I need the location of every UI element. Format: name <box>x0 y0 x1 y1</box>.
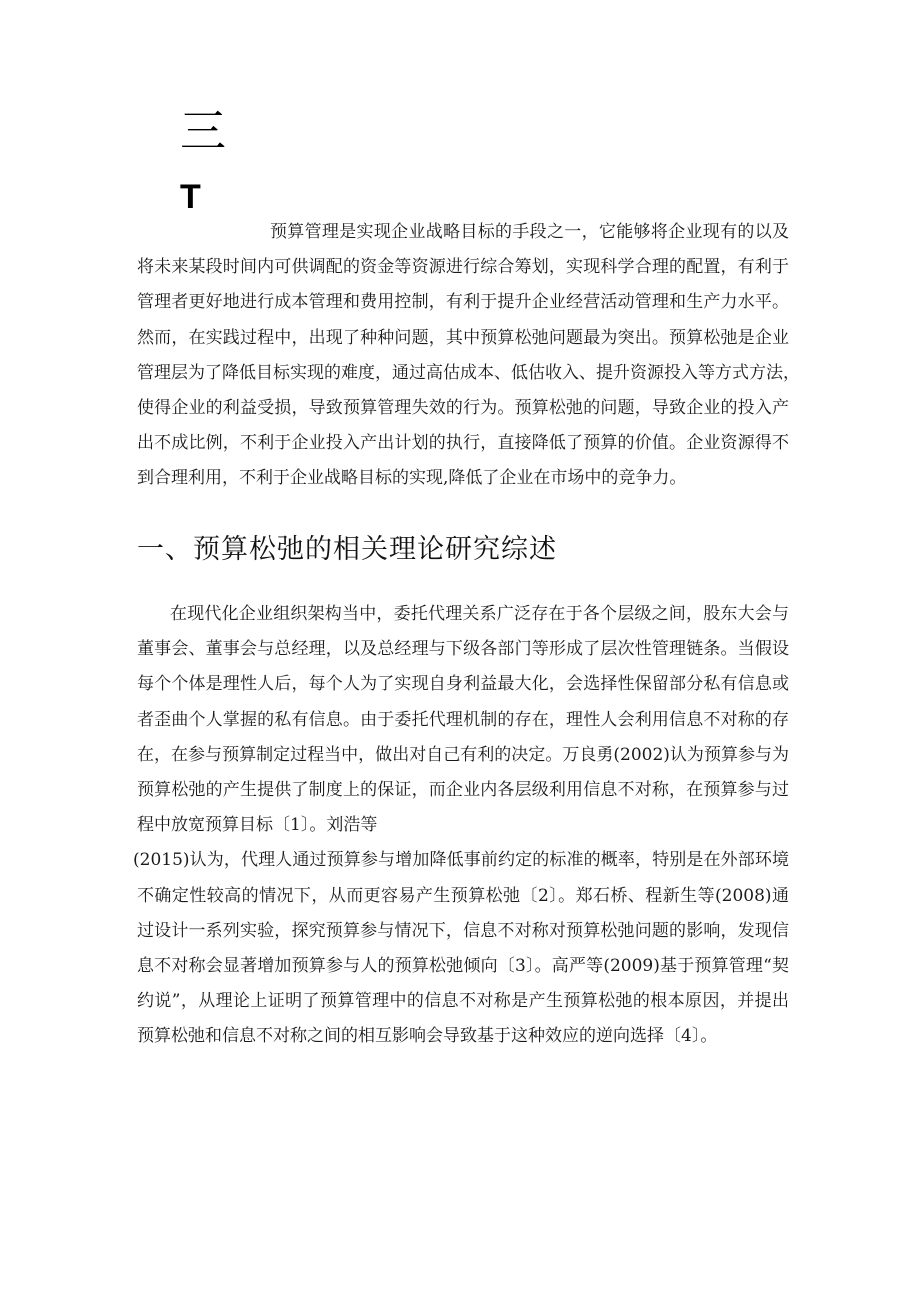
paragraph-line: 到合理利用，不利于企业战略目标的实现,降低了企业在市场中的竞争力。 <box>137 468 687 489</box>
paragraph-line: 不确定性较高的情况下，从而更容易产生预算松弛〔2〕。郑石桥、程新生等(2008)通 <box>137 885 789 906</box>
paragraph-line: 将未来某段时间内可供调配的资金等资源进行综合筹划，实现科学合理的配置，有利于 <box>137 257 789 278</box>
paragraph-line: 在现代化企业组织架构当中，委托代理关系广泛存在于各个层级之间，股东大会与 <box>170 604 789 624</box>
paragraph-line: 者歪曲个人掌握的私有信息。由于委托代理机制的存在，理性人会利用信息不对称的存 <box>137 709 789 730</box>
paragraph-line: 每个个体是理性人后，每个人为了实现自身利益最大化，会选择性保留部分私有信息或 <box>137 674 789 695</box>
paragraph-line: 使得企业的利益受损，导致预算管理失效的行为。预算松弛的问题，导致企业的投入产 <box>137 397 789 418</box>
paragraph-line: 程中放宽预算目标〔1〕。刘浩等 <box>137 815 378 836</box>
paragraph-line: 预算管理是实现企业战略目标的手段之一，它能够将企业现有的以及 <box>270 222 789 242</box>
paragraph-line: 出不成比例，不利于企业投入产出计划的执行，直接降低了预算的价值。企业资源得不 <box>137 433 789 454</box>
header-glyph-t: T <box>180 178 201 216</box>
paragraph-line: (2015)认为，代理人通过预算参与增加降低事前约定的标准的概率，特别是在外部环境 <box>133 850 789 871</box>
paragraph-line: 过设计一系列实验，探究预算参与情况下，信息不对称对预算松弛问题的影响，发现信 <box>137 920 789 941</box>
paragraph-line: 在，在参与预算制定过程当中，做出对自己有利的决定。万良勇(2002)认为预算参与为 <box>137 744 789 765</box>
paragraph-line: 约说”，从理论上证明了预算管理中的信息不对称是产生预算松弛的根本原因，并提出 <box>137 991 789 1012</box>
paragraph-line: 管理者更好地进行成本管理和费用控制，有利于提升企业经营活动管理和生产力水平。 <box>137 292 789 313</box>
paragraph-line: 董事会、董事会与总经理，以及总经理与下级各部门等形成了层次性管理链条。当假设 <box>137 639 789 660</box>
intro-paragraph <box>137 215 800 497</box>
section-heading: 一、预算松弛的相关理论研究综述 <box>137 534 557 565</box>
paragraph-line: 息不对称会显著增加预算参与人的预算松弛倾向〔3〕。高严等(2009)基于预算管理“契 <box>137 955 789 976</box>
paragraph-line: 预算松弛的产生提供了制度上的保证，而企业内各层级利用信息不对称，在预算参与过 <box>137 779 789 800</box>
section-paragraph <box>133 597 789 1054</box>
paragraph-line: 预算松弛和信息不对称之间的相互影响会导致基于这种效应的逆向选择〔4〕。 <box>137 1026 718 1047</box>
paragraph-line: 然而，在实践过程中，出现了种种问题，其中预算松弛问题最为突出。预算松弛是企业 <box>137 327 789 348</box>
header-glyph-san: 三 <box>180 104 226 158</box>
paragraph-line: 管理层为了降低目标实现的难度，通过高估成本、低估收入、提升资源投入等方式方法， <box>137 362 800 383</box>
